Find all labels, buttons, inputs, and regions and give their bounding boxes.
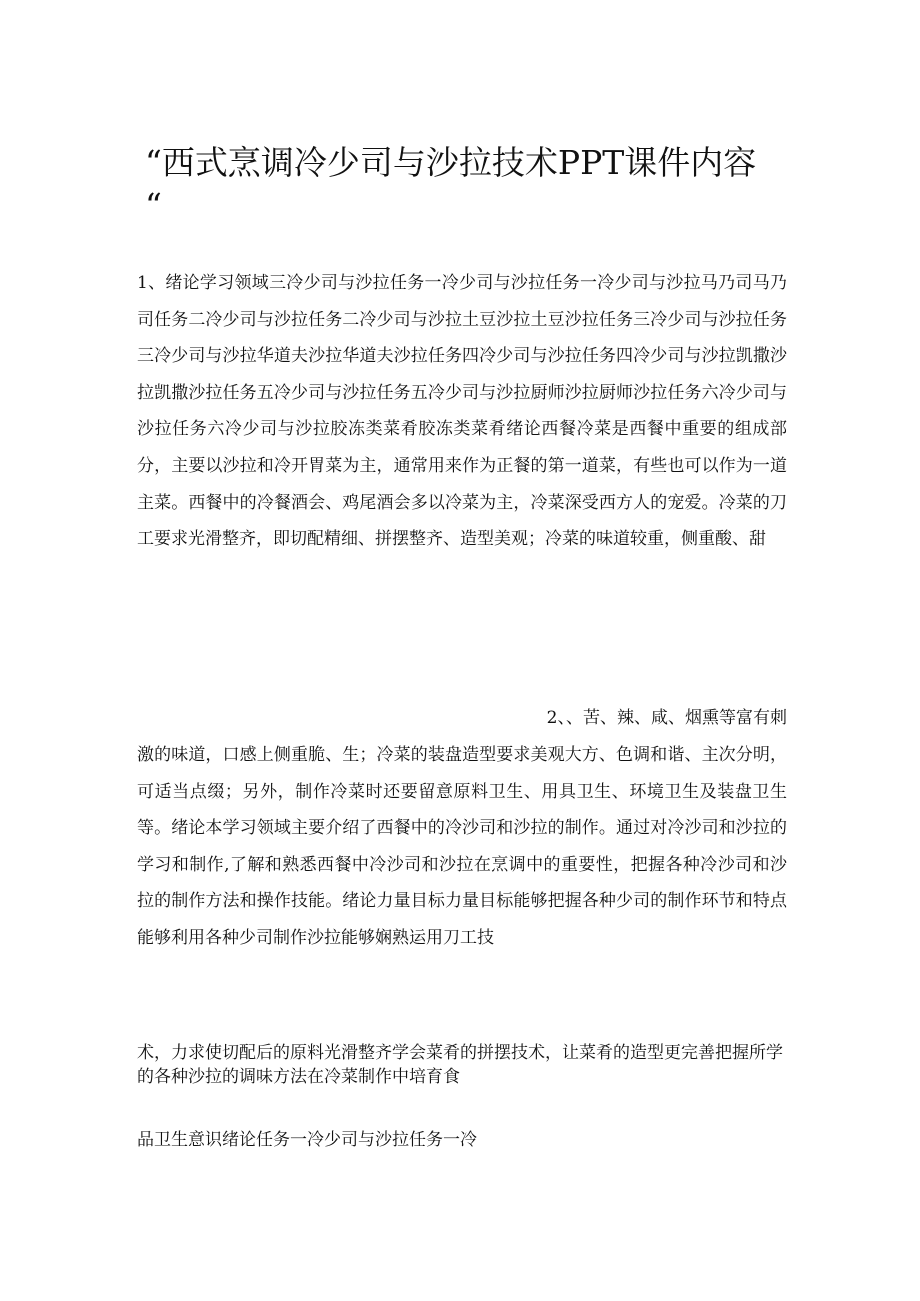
page-title: “西式烹调冷少司与沙拉技术PPT课件内容 [145, 143, 757, 182]
body-paragraph-4: 术，力求使切配后的原料光滑整齐学会菜肴的拼摆技术，让菜肴的造型更完善把握所学的各种沙拉的调味方法在冷菜制作中培育食 [137, 1043, 783, 1087]
body-paragraph-1: 1、绪论学习领域三冷少司与沙拉任务一冷少司与沙拉任务一冷少司与沙拉马乃司马乃司任务二冷少司与沙拉任务二冷少司与沙拉土豆沙拉土豆沙拉任务三冷少司与沙拉任务三冷少司与沙拉华道夫沙拉华道夫沙拉任务四冷少司与沙拉任务四冷少司与沙拉凯撒沙拉凯撒沙拉任务五冷少司与沙拉任务五冷少司与沙拉厨师沙拉厨师沙拉任务六冷少司与沙拉任务六冷少司与沙拉胶冻类菜肴胶冻类菜肴绪论西餐冷菜是西餐中重要的组成部分，主要以沙拉和冷开胃菜为主，通常用来作为正餐的第一道菜，有些也可以作为一道主菜。西餐中的冷餐酒会、鸡尾酒会多以冷菜为主，冷菜深受西方人的宠爱。冷菜的刀工要求光滑整齐，即切配精细、拼摆整齐、造型美观；冷菜的味道较重，侧重酸、甜 [137, 273, 787, 550]
body-paragraph-2: 2、、苦、辣、咸、烟熏等富有刺 [546, 708, 787, 728]
body-paragraph-3: 激的味道，口感上侧重脆、生；冷菜的装盘造型要求美观大方、色调和谐、主次分明，可适当点缀；另外，制作冷菜时还要留意原料卫生、用具卫生、环境卫生及装盘卫生等。绪论本学习领域主要介绍了西餐中的冷沙司和沙拉的制作。通过对冷沙司和沙拉的学习和制作,了解和熟悉西餐中冷沙司和沙拉在烹调中的重要性，把握各种冷沙司和沙拉的制作方法和操作技能。绪论力量目标力量目标能够把握各种少司的制作环节和特点能够利用各种少司制作沙拉能够娴熟运用刀工技 [137, 745, 787, 948]
title-closing-quote: “ [145, 186, 162, 225]
body-paragraph-5: 品卫生意识绪论任务一冷少司与沙拉任务一冷 [137, 1130, 477, 1150]
